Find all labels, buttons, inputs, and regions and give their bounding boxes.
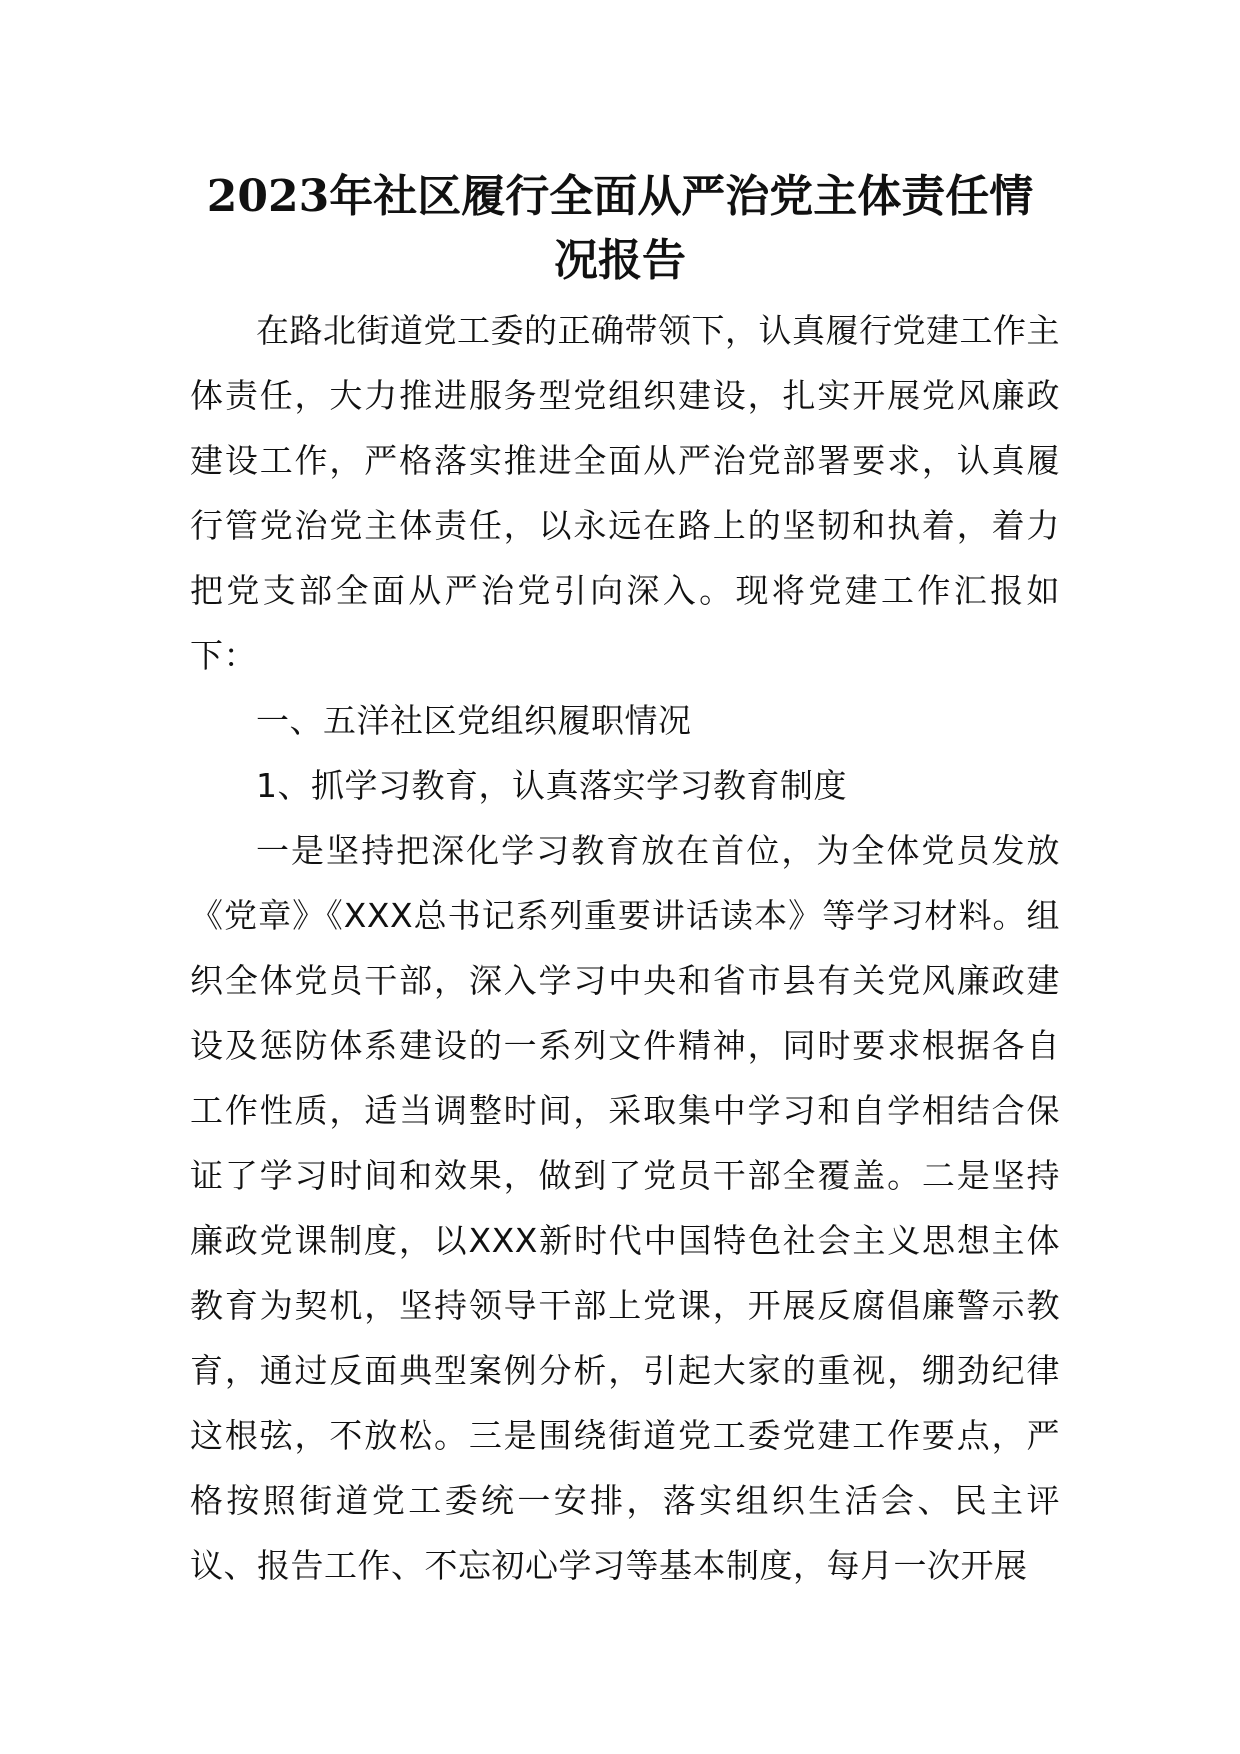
document-body xyxy=(190,298,1060,1598)
subsection-heading: 1、抓学习教育，认真落实学习教育制度 xyxy=(256,766,847,805)
intro-paragraph: 在路北街道党工委的正确带领下，认真履行党建工作主体责任，大力推进服务型党组织建设，扎实开展党风廉政建设工作，严格落实推进全面从严治党部署要求，认真履行管党治党主体责任，以永远在路上的坚韧和执着，着力把党支部全面从严治党引向深入。现将党建工作汇报如下： xyxy=(190,311,1060,675)
body-paragraph: 一是坚持把深化学习教育放在首位，为全体党员发放《党章》《XXX总书记系列重要讲话读本》等学习材料。组织全体党员干部，深入学习中央和省市县有关党风廉政建设及惩防体系建设的一系列文件精神，同时要求根据各自工作性质，适当调整时间，采取集中学习和自学相结合保证了学习时间和效果，做到了党员干部全覆盖。二是坚持廉政党课制度，以XXX新时代中国特色社会主义思想主体教育为契机，坚持领导干部上党课，开展反腐倡廉警示教育，通过反面典型案例分析，引起大家的重视，绷劲纪律这根弦，不放松。三是围绕街道党工委党建工作要点，严格按照街道党工委统一安排，落实组织生活会、民主评议、报告工作、不忘初心学习等基本制度，每月一次开展 xyxy=(190,831,1060,1585)
document-title: 2023年社区履行全面从严治党主体责任情况报告 xyxy=(206,171,1034,286)
section-heading: 一、五洋社区党组织履职情况 xyxy=(256,701,692,740)
